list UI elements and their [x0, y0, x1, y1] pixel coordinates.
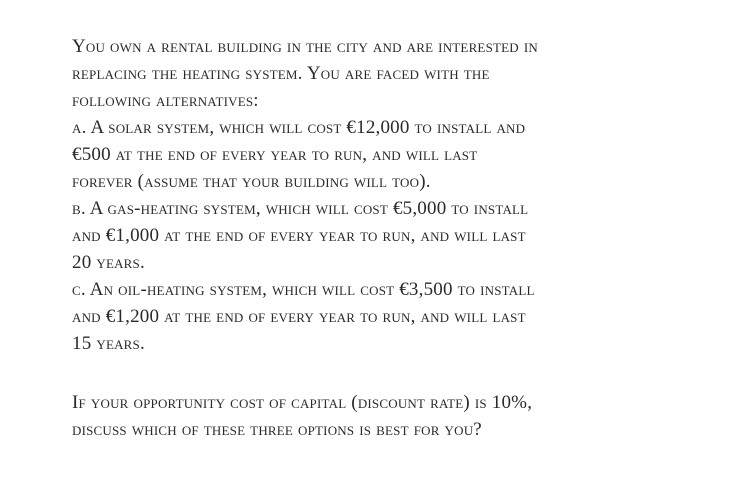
- intro-line: You own a rental building in the city and are interested in: [72, 36, 538, 57]
- option-c-line: c. An oil-heating system, which will cost €3,500 to install: [72, 279, 535, 300]
- option-a-line: €500 at the end of every year to run, and will last: [72, 144, 478, 165]
- option-b-line: b. A gas-heating system, which will cost €5,000 to install: [72, 198, 529, 219]
- option-c-line: and €1,200 at the end of every year to run, and will last: [72, 306, 526, 327]
- intro-line: replacing the heating system. You are faced with the: [72, 63, 490, 84]
- intro-paragraph: [72, 33, 692, 114]
- option-b-line: 20 years.: [72, 252, 145, 273]
- option-a-line: a. A solar system, which will cost €12,000 to install and: [72, 117, 526, 138]
- option-a: [72, 114, 692, 195]
- option-c-line: 15 years.: [72, 333, 145, 354]
- question-line: discuss which of these three options is best for you?: [72, 419, 482, 440]
- option-b: [72, 195, 692, 276]
- option-a-line: forever (assume that your building will too).: [72, 171, 431, 192]
- intro-line: following alternatives:: [72, 90, 259, 111]
- option-b-line: and €1,000 at the end of every year to run, and will last: [72, 225, 526, 246]
- option-c: [72, 276, 692, 357]
- problem-text: [72, 33, 692, 443]
- question-line: If your opportunity cost of capital (discount rate) is 10%,: [72, 392, 533, 413]
- question-paragraph: [72, 389, 692, 443]
- paragraph-gap: [72, 357, 692, 389]
